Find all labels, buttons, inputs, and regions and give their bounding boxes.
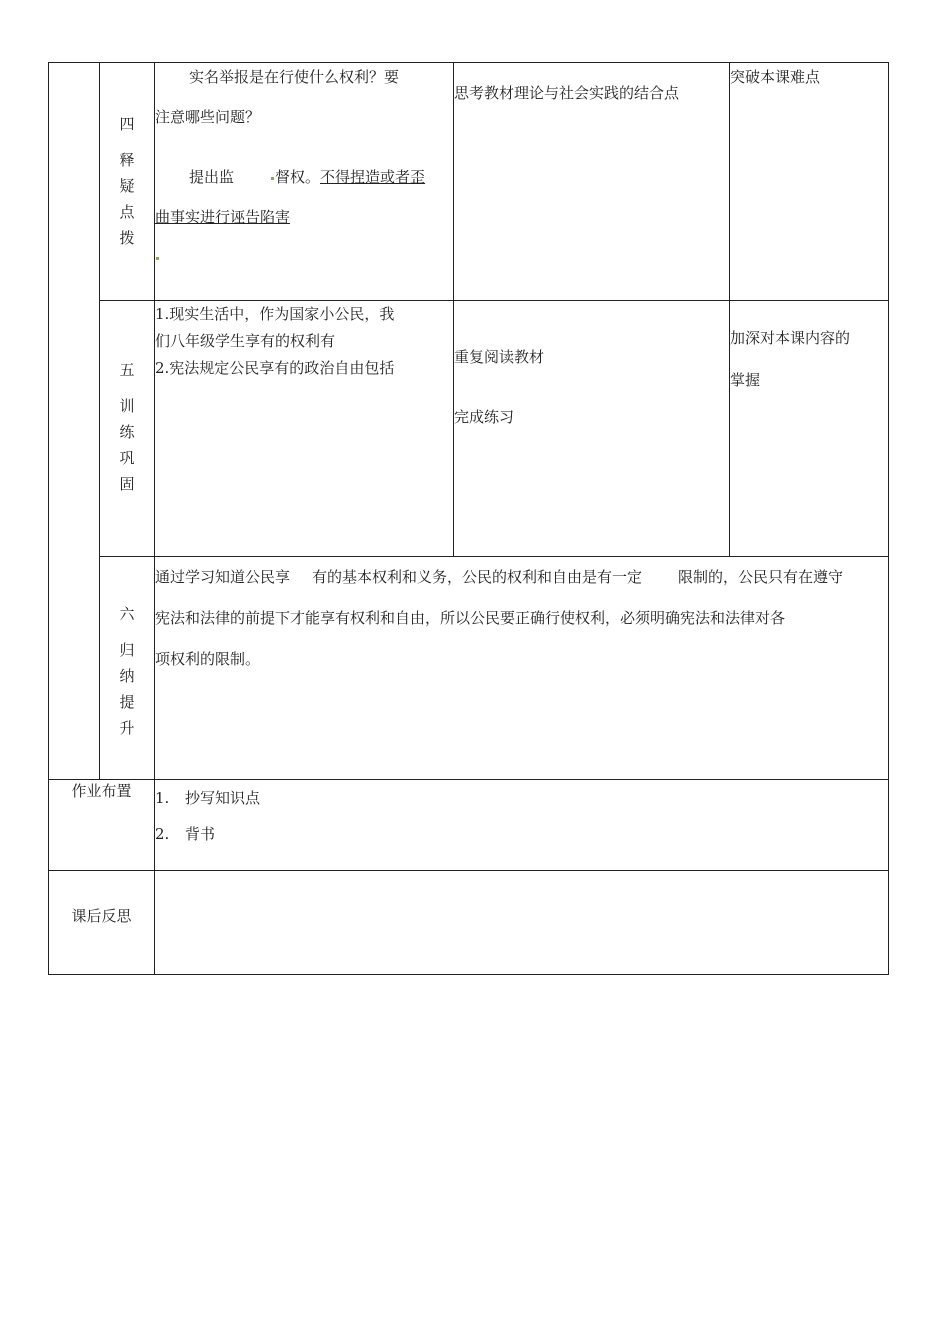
stage-char: 训: [119, 397, 135, 415]
reflection-label: 课后反思: [49, 871, 155, 975]
stage-four-purpose: 突破本课难点: [730, 63, 889, 301]
stage-four-label: [100, 63, 155, 301]
stage-char: 固: [119, 475, 135, 493]
stage-char: 释: [119, 151, 135, 169]
reflection-content: [155, 871, 889, 975]
stage-char: 练: [119, 423, 135, 441]
summary-line: 项权利的限制。: [155, 650, 261, 668]
lesson-plan-table: [48, 62, 889, 975]
stage-four-row: [49, 63, 889, 301]
stage-char: 升: [119, 719, 135, 737]
purpose-line: 掌握: [730, 371, 761, 389]
exercise-line: 2.宪法规定公民享有的政治自由包括: [155, 359, 395, 377]
stage-number: 五: [119, 361, 135, 379]
stage-char: 拨: [119, 229, 135, 247]
homework-item-text: 背书: [185, 825, 216, 843]
stage-six-row: [49, 557, 889, 780]
stage-char: 巩: [119, 449, 135, 467]
answer-text: 提出: [189, 168, 220, 186]
stage-five-content: [155, 301, 454, 557]
summary-line: 宪法和法律的前提下才能享有权利和自由，所以公民要正确行使权利，必须明确宪法和法律对各: [155, 609, 786, 627]
answer-text: 监: [219, 168, 235, 186]
reflection-row: [49, 871, 889, 975]
stage-six-summary: [155, 557, 889, 780]
homework-row: [49, 780, 889, 871]
question-line: 注意哪些问题？: [155, 108, 261, 126]
stage-char: 点: [119, 203, 135, 221]
activity-line: 完成练习: [454, 408, 515, 426]
activity-line: 重复阅读教材: [454, 348, 545, 366]
summary-text: 限制的，公民只有在遵守: [678, 568, 844, 586]
summary-text: 通过学习知道公民享: [155, 568, 291, 586]
stage-number: 六: [119, 605, 135, 623]
purpose-line: 加深对本课内容的: [730, 329, 851, 347]
answer-underlined: 曲事实进行诬告陷害: [155, 208, 291, 226]
homework-item: [155, 816, 888, 852]
stage-four-activity: 思考教材理论与社会实践的结合点: [454, 63, 730, 301]
stage-five-label: [100, 301, 155, 557]
answer-text: 督权。: [275, 168, 321, 186]
homework-item: [155, 780, 888, 816]
stage-char: 纳: [119, 667, 135, 685]
stage-six-label: [100, 557, 155, 780]
answer-underlined: 不得捏造或者歪: [320, 168, 426, 186]
outer-blank-cell: [49, 63, 100, 780]
homework-label: 作业布置: [49, 780, 155, 871]
stage-five-purpose: [730, 301, 889, 557]
homework-content: [155, 780, 889, 871]
homework-item-number: 2.: [155, 825, 170, 843]
exercise-line: 们八年级学生享有的权利有: [155, 332, 336, 350]
stage-char: 归: [119, 641, 135, 659]
stage-char: 疑: [119, 177, 135, 195]
homework-item-number: 1.: [155, 789, 170, 807]
mark-dot: [156, 257, 159, 260]
homework-item-text: 抄写知识点: [185, 789, 261, 807]
stage-five-activity: [454, 301, 730, 557]
stage-char: 提: [119, 693, 135, 711]
stage-number: 四: [119, 115, 135, 133]
exercise-line: 1.现实生活中，作为国家小公民，我: [155, 305, 395, 323]
summary-line: [155, 557, 888, 598]
mark-dot: [271, 177, 274, 180]
summary-text: ，公民的权利和自由是有一定: [447, 568, 643, 586]
stage-five-row: [49, 301, 889, 557]
stage-four-content: [155, 63, 454, 301]
question-line: 实名举报是在行使什么权利？要: [189, 68, 400, 86]
answer-line: [155, 163, 453, 191]
summary-text: 有的基本权利和义务: [312, 568, 448, 586]
